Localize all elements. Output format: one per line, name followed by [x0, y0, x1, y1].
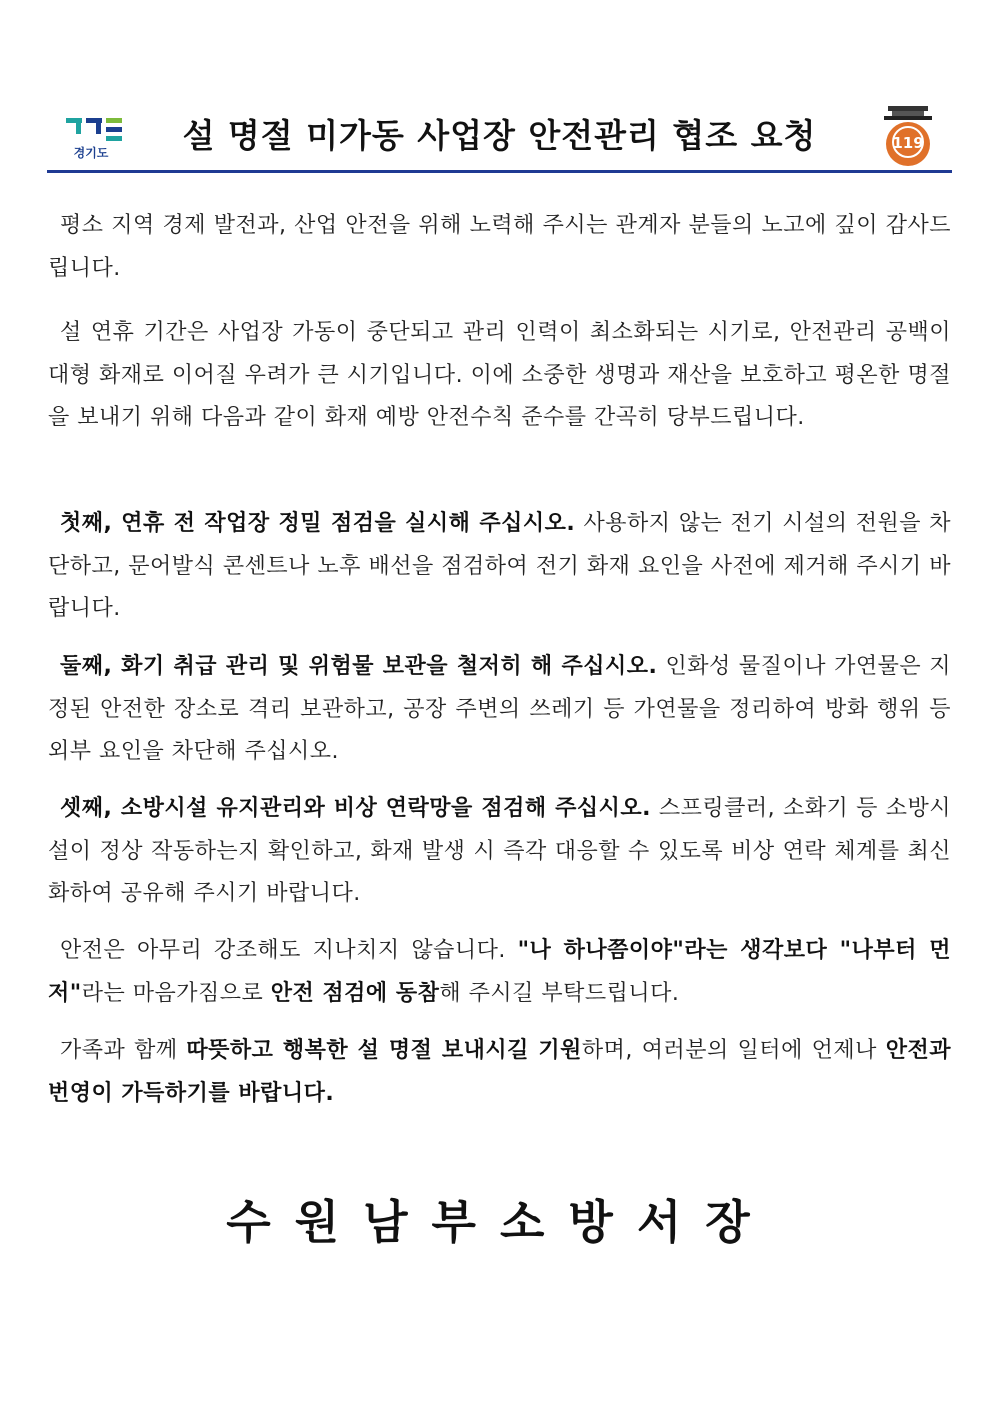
- paragraph-second-rule: [48, 646, 951, 774]
- closing-text-a: 가족과 함께: [60, 1038, 187, 1063]
- safety-appeal-quote: "나 하나쯤이야"라는 생각보다 "나부터 먼저": [48, 938, 951, 1006]
- safety-appeal-text-c: 라는 마음가짐으로: [81, 980, 271, 1006]
- third-rule-text: 스프링클러, 소화기 등 소방시설이 정상 작동하는지 확인하고, 화재 발생 시 즉각 대응할 수 있도록 비상 연락 체계를 최신화하여 공유해 주시기 바랍니다.: [48, 796, 951, 906]
- document-header: [47, 100, 952, 172]
- page-title: 설 명절 미가동 사업장 안전관리 협조 요청: [182, 116, 817, 155]
- fire-station-119-label: 119: [892, 134, 924, 152]
- paragraph-third-rule: [48, 788, 951, 916]
- first-rule-heading: 첫째, 연휴 전 작업장 정밀 점검을 실시해 주십시오.: [60, 511, 576, 536]
- third-rule-heading: 셋째, 소방시설 유지관리와 비상 연락망을 점검해 주십시오.: [60, 796, 651, 821]
- signature-issuer: 수원남부소방서장: [226, 1195, 774, 1249]
- paragraph-closing: [48, 1030, 951, 1115]
- safety-appeal-text-a: 안전은 아무리 강조해도 지나치지 않습니다.: [60, 938, 518, 963]
- gyeonggi-logo-label: 경기도: [73, 146, 109, 160]
- closing-text-c: 하며, 여러분의 일터에 언제나: [581, 1038, 886, 1063]
- closing-emphasis-2: 안전과 번영이 가득하기를 바랍니다.: [48, 1038, 951, 1106]
- safety-appeal-emphasis: 안전 점검에 동참: [270, 980, 440, 1006]
- paragraph-first-rule: [48, 503, 951, 631]
- paragraph-purpose: [48, 312, 951, 440]
- greeting-text: 평소 지역 경제 발전과, 산업 안전을 위해 노력해 주시는 관계자 분들의 노고에 깊이 감사드립니다.: [48, 213, 951, 281]
- paragraph-safety-appeal: [48, 930, 951, 1015]
- header-divider: [47, 170, 952, 173]
- second-rule-heading: 둘째, 화기 취급 관리 및 위험물 보관을 철저히 해 주십시오.: [60, 654, 658, 679]
- closing-emphasis-1: 따뜻하고 행복한 설 명절 보내시길 기원: [186, 1038, 582, 1063]
- first-rule-text: 사용하지 않는 전기 시설의 전원을 차단하고, 문어발식 콘센트나 노후 배선을 점검하여 전기 화재 요인을 사전에 제거해 주시기 바랍니다.: [48, 511, 952, 621]
- purpose-text: 설 연휴 기간은 사업장 가동이 중단되고 관리 인력이 최소화되는 시기로, 안전관리 공백이 대형 화재로 이어질 우려가 큰 시기입니다. 이에 소중한 생명과 재산을 보호하고 평온한 명절을 보내기 위해 다음과 같이 화재 예방 안전수칙 준수를 간곡히 당부드립니다.: [48, 320, 951, 430]
- paragraph-greeting: [48, 205, 951, 290]
- second-rule-text: 인화성 물질이나 가연물은 지정된 안전한 장소로 격리 보관하고, 공장 주변의 쓰레기 등 가연물을 정리하여 방화 행위 등 외부 요인을 차단해 주십시오.: [48, 654, 952, 764]
- safety-appeal-text-e: 해 주시길 부탁드립니다.: [439, 980, 680, 1006]
- fire-station-119-logo-icon: [874, 104, 942, 168]
